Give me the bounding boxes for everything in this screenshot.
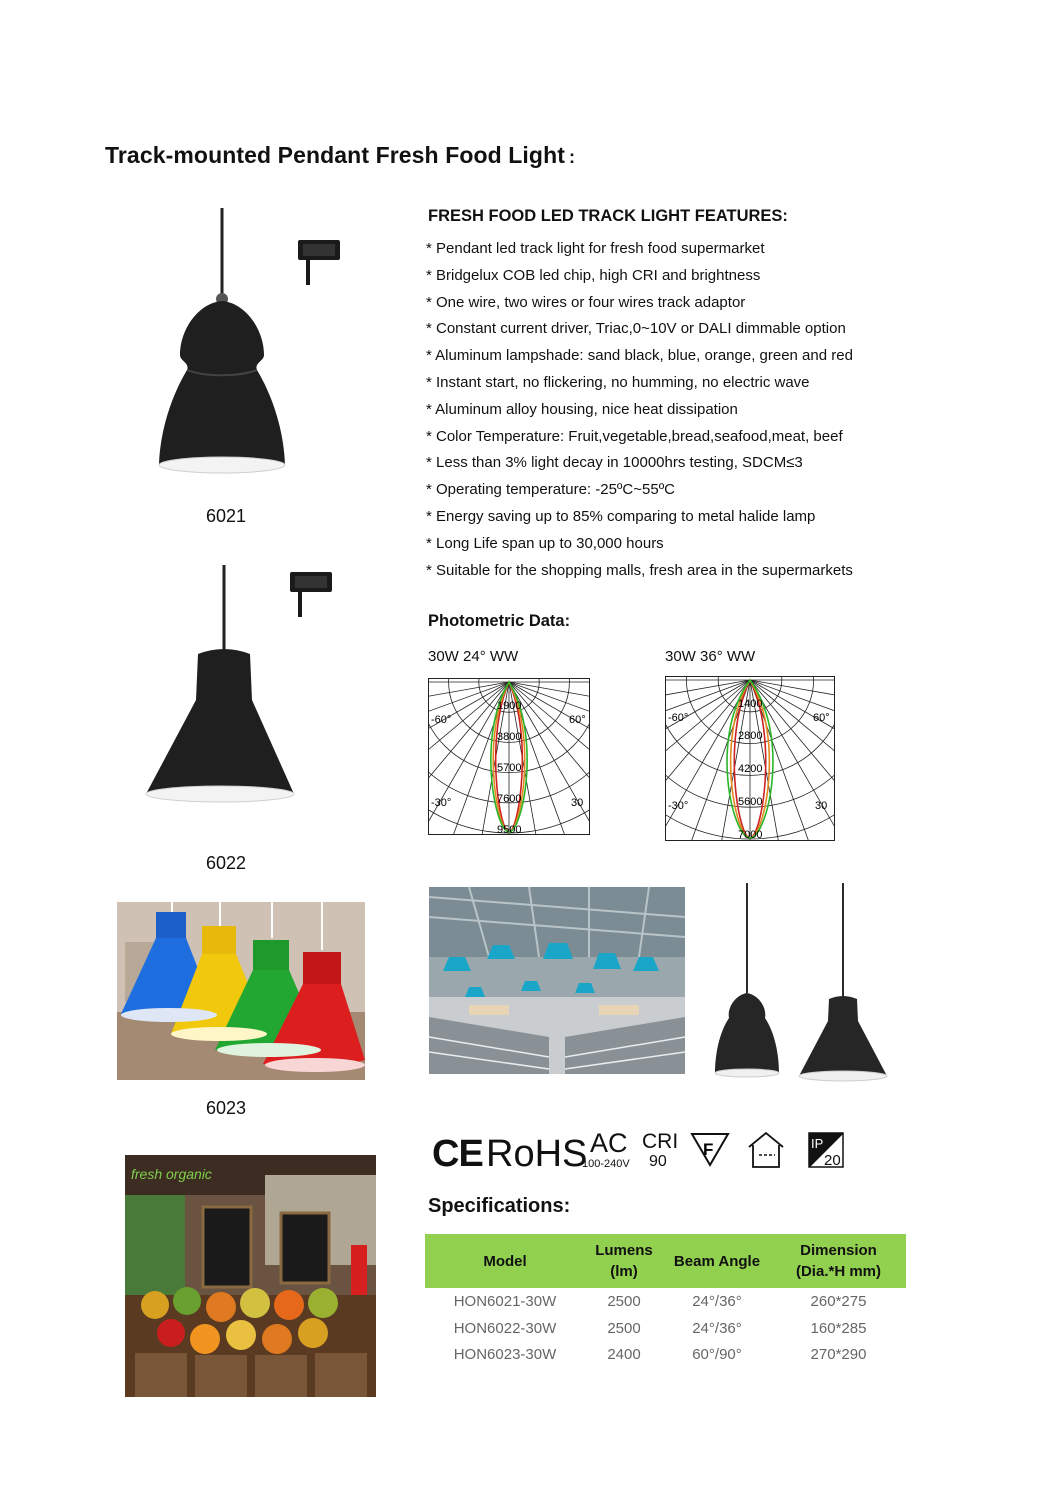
cell-beam: 60°/90° (692, 1346, 742, 1364)
table-row (425, 1288, 906, 1315)
ring-label: 5700 (497, 762, 522, 774)
feature-item: * Long Life span up to 30,000 hours (426, 534, 664, 552)
ring-label: 4200 (738, 763, 763, 775)
cell-lumens: 2400 (607, 1346, 641, 1364)
photometric-title: Photometric Data: (428, 612, 571, 630)
header-beam-angle: Beam Angle (663, 1234, 771, 1288)
lamp-6021-image (150, 205, 350, 480)
cri-value: 90 (649, 1153, 667, 1170)
feature-item: * Constant current driver, Triac,0~10V or DALI dimmable option (426, 320, 846, 338)
feature-item: * Aluminum lampshade: sand black, blue, orange, green and red (426, 347, 853, 365)
ring-label: 3800 (497, 731, 522, 743)
cell-model: HON6021-30W (453, 1292, 557, 1310)
indoor-use-icon (745, 1130, 787, 1170)
specifications-table (425, 1234, 906, 1368)
feature-item: * Aluminum alloy housing, nice heat dissipation (426, 400, 738, 418)
ip-rating-icon (807, 1131, 847, 1171)
ring-label: 7000 (738, 829, 763, 841)
header-dimension: Dimension (Dia.*H mm) (771, 1234, 906, 1288)
specifications-title: Specifications: (428, 1195, 571, 1217)
cell-lumens: 2500 (607, 1292, 641, 1310)
cell-dimension: 260*275 (810, 1292, 867, 1310)
ring-label: 9500 (497, 824, 522, 835)
feature-item: * Operating temperature: -25ºC~55ºC (426, 481, 676, 499)
page-title (105, 142, 575, 169)
ac-mark: AC (590, 1128, 628, 1158)
angle-label: -30° (668, 800, 689, 812)
features-title: FRESH FOOD LED TRACK LIGHT FEATURES: (428, 207, 788, 225)
cell-lumens: 2500 (607, 1319, 641, 1337)
angle-label: 30 (571, 797, 584, 809)
cri-mark: CRI (642, 1130, 679, 1153)
supermarket-photo (429, 887, 685, 1074)
f-mark-icon (690, 1131, 730, 1167)
pendant-pair-photo (705, 883, 895, 1083)
ac-range: 100-240V (582, 1158, 630, 1170)
angle-label: 60° (569, 714, 586, 726)
angle-label: -30° (431, 797, 452, 809)
feature-item: * Color Temperature: Fruit,vegetable,bread,seafood,meat, beef (426, 427, 843, 445)
feature-item: * Energy saving up to 85% comparing to metal halide lamp (426, 507, 816, 525)
table-row (425, 1342, 906, 1369)
feature-item: * Suitable for the shopping malls, fresh area in the supermarkets (426, 561, 853, 579)
feature-item: * One wire, two wires or four wires track adaptor (426, 293, 746, 311)
angle-label: 60° (813, 712, 830, 724)
features-list (426, 238, 926, 586)
ce-mark: CE (432, 1133, 483, 1175)
angle-label: -60° (668, 712, 689, 724)
ip-value: 20 (824, 1152, 841, 1169)
store-sign-text: fresh organic (131, 1166, 212, 1182)
lamp-6022-image (140, 562, 350, 812)
header-lumens: Lumens (lm) (585, 1234, 663, 1288)
ring-label: 1400 (738, 698, 763, 710)
feature-item: * Instant start, no flickering, no humming, no electric wave (426, 373, 810, 391)
ring-label: 7600 (497, 793, 522, 805)
feature-item: * Bridgelux COB led chip, high CRI and brightness (426, 266, 761, 284)
f-mark-text: F (703, 1140, 714, 1159)
ring-label: 5600 (738, 796, 763, 808)
cell-model: HON6022-30W (453, 1319, 557, 1337)
polar-diagram-24 (428, 678, 590, 835)
ip-mark-text: IP (811, 1136, 824, 1151)
page-title-colon: : (568, 147, 576, 167)
feature-item: * Less than 3% light decay in 10000hrs testing, SDCM≤3 (426, 454, 803, 472)
polar-diagram-36 (665, 676, 835, 841)
photometric-label-36: 30W 36° WW (665, 648, 756, 665)
ring-label: 1900 (497, 700, 522, 712)
colored-lamps-photo (117, 902, 365, 1080)
cell-dimension: 270*290 (810, 1346, 867, 1364)
store-photo (125, 1155, 376, 1397)
feature-item: * Pendant led track light for fresh food supermarket (426, 240, 765, 257)
cell-model: HON6023-30W (453, 1346, 557, 1364)
cell-beam: 24°/36° (692, 1292, 742, 1310)
angle-label: 30 (815, 800, 828, 812)
header-model: Model (425, 1234, 585, 1288)
angle-label: -60° (431, 714, 452, 726)
page-title-text: Track-mounted Pendant Fresh Food Light (105, 142, 565, 168)
model-label-6022: 6022 (206, 853, 247, 873)
model-label-6021: 6021 (206, 506, 247, 526)
table-header-row (425, 1234, 906, 1288)
photometric-label-24: 30W 24° WW (428, 648, 519, 665)
ring-label: 2800 (738, 730, 763, 742)
cell-dimension: 160*285 (810, 1319, 867, 1337)
table-row (425, 1315, 906, 1342)
rohs-mark: RoHS (486, 1133, 588, 1175)
model-label-6023: 6023 (206, 1098, 247, 1118)
cell-beam: 24°/36° (692, 1319, 742, 1337)
